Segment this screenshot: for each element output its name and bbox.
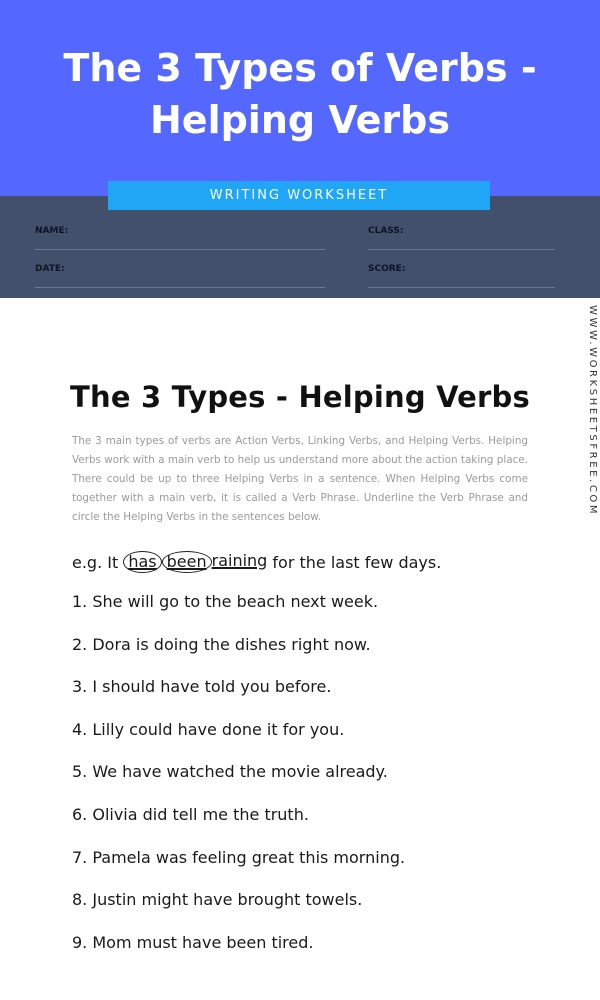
score-label: SCORE: xyxy=(368,264,406,274)
page-title: The 3 Types of Verbs - Helping Verbs xyxy=(63,46,537,142)
question-list xyxy=(72,592,552,975)
question-item: 2. Dora is doing the dishes right now. xyxy=(72,634,371,654)
class-field[interactable] xyxy=(368,226,555,250)
example-helping-verb: has xyxy=(123,551,161,573)
score-line xyxy=(368,287,555,288)
question-item: 9. Mom must have been tired. xyxy=(72,932,314,952)
question-item: 8. Justin might have brought towels. xyxy=(72,890,363,910)
question-item: 1. She will go to the beach next week. xyxy=(72,592,379,611)
name-field[interactable] xyxy=(35,226,325,250)
example-main-verb: raining xyxy=(211,551,268,570)
date-line xyxy=(35,287,325,288)
class-line xyxy=(368,249,555,250)
worksheet-title: The 3 Types - Helping Verbs xyxy=(70,380,530,414)
header-banner xyxy=(0,0,600,196)
class-label: CLASS: xyxy=(368,226,404,236)
name-line xyxy=(35,249,325,250)
date-field[interactable] xyxy=(35,264,325,288)
website-watermark: WWW.WORKSHEETSFREE.COM xyxy=(587,305,598,517)
example-prefix: e.g. It xyxy=(72,552,124,572)
question-item: 3. I should have told you before. xyxy=(72,677,332,697)
question-item: 6. Olivia did tell me the truth. xyxy=(72,804,309,824)
question-item: 7. Pamela was feeling great this morning. xyxy=(72,847,406,867)
question-item: 5. We have watched the movie already. xyxy=(72,762,388,782)
date-label: DATE: xyxy=(35,264,65,274)
instructions-paragraph: The 3 main types of verbs are Action Verbs, Linking Verbs, and Helping Verbs. Helping Verbs work with a main verb to help us understand more about the action taking place. There could be up to three Helping Verbs in a sentence. When Helping Verbs come together with a main verb, it is called a Verb Phrase. Underline the Verb Phrase and circle the Helping Verbs in the sentences below. xyxy=(72,435,528,523)
example-verb-phrase xyxy=(123,551,267,573)
score-field[interactable] xyxy=(368,264,555,288)
example-helping-verb: been xyxy=(162,551,212,573)
example-suffix: for the last few days. xyxy=(267,552,442,572)
question-item: 4. Lilly could have done it for you. xyxy=(72,719,345,739)
worksheet-type-ribbon: WRITING WORKSHEET xyxy=(108,181,490,210)
example-sentence xyxy=(72,548,542,576)
name-label: NAME: xyxy=(35,226,69,236)
